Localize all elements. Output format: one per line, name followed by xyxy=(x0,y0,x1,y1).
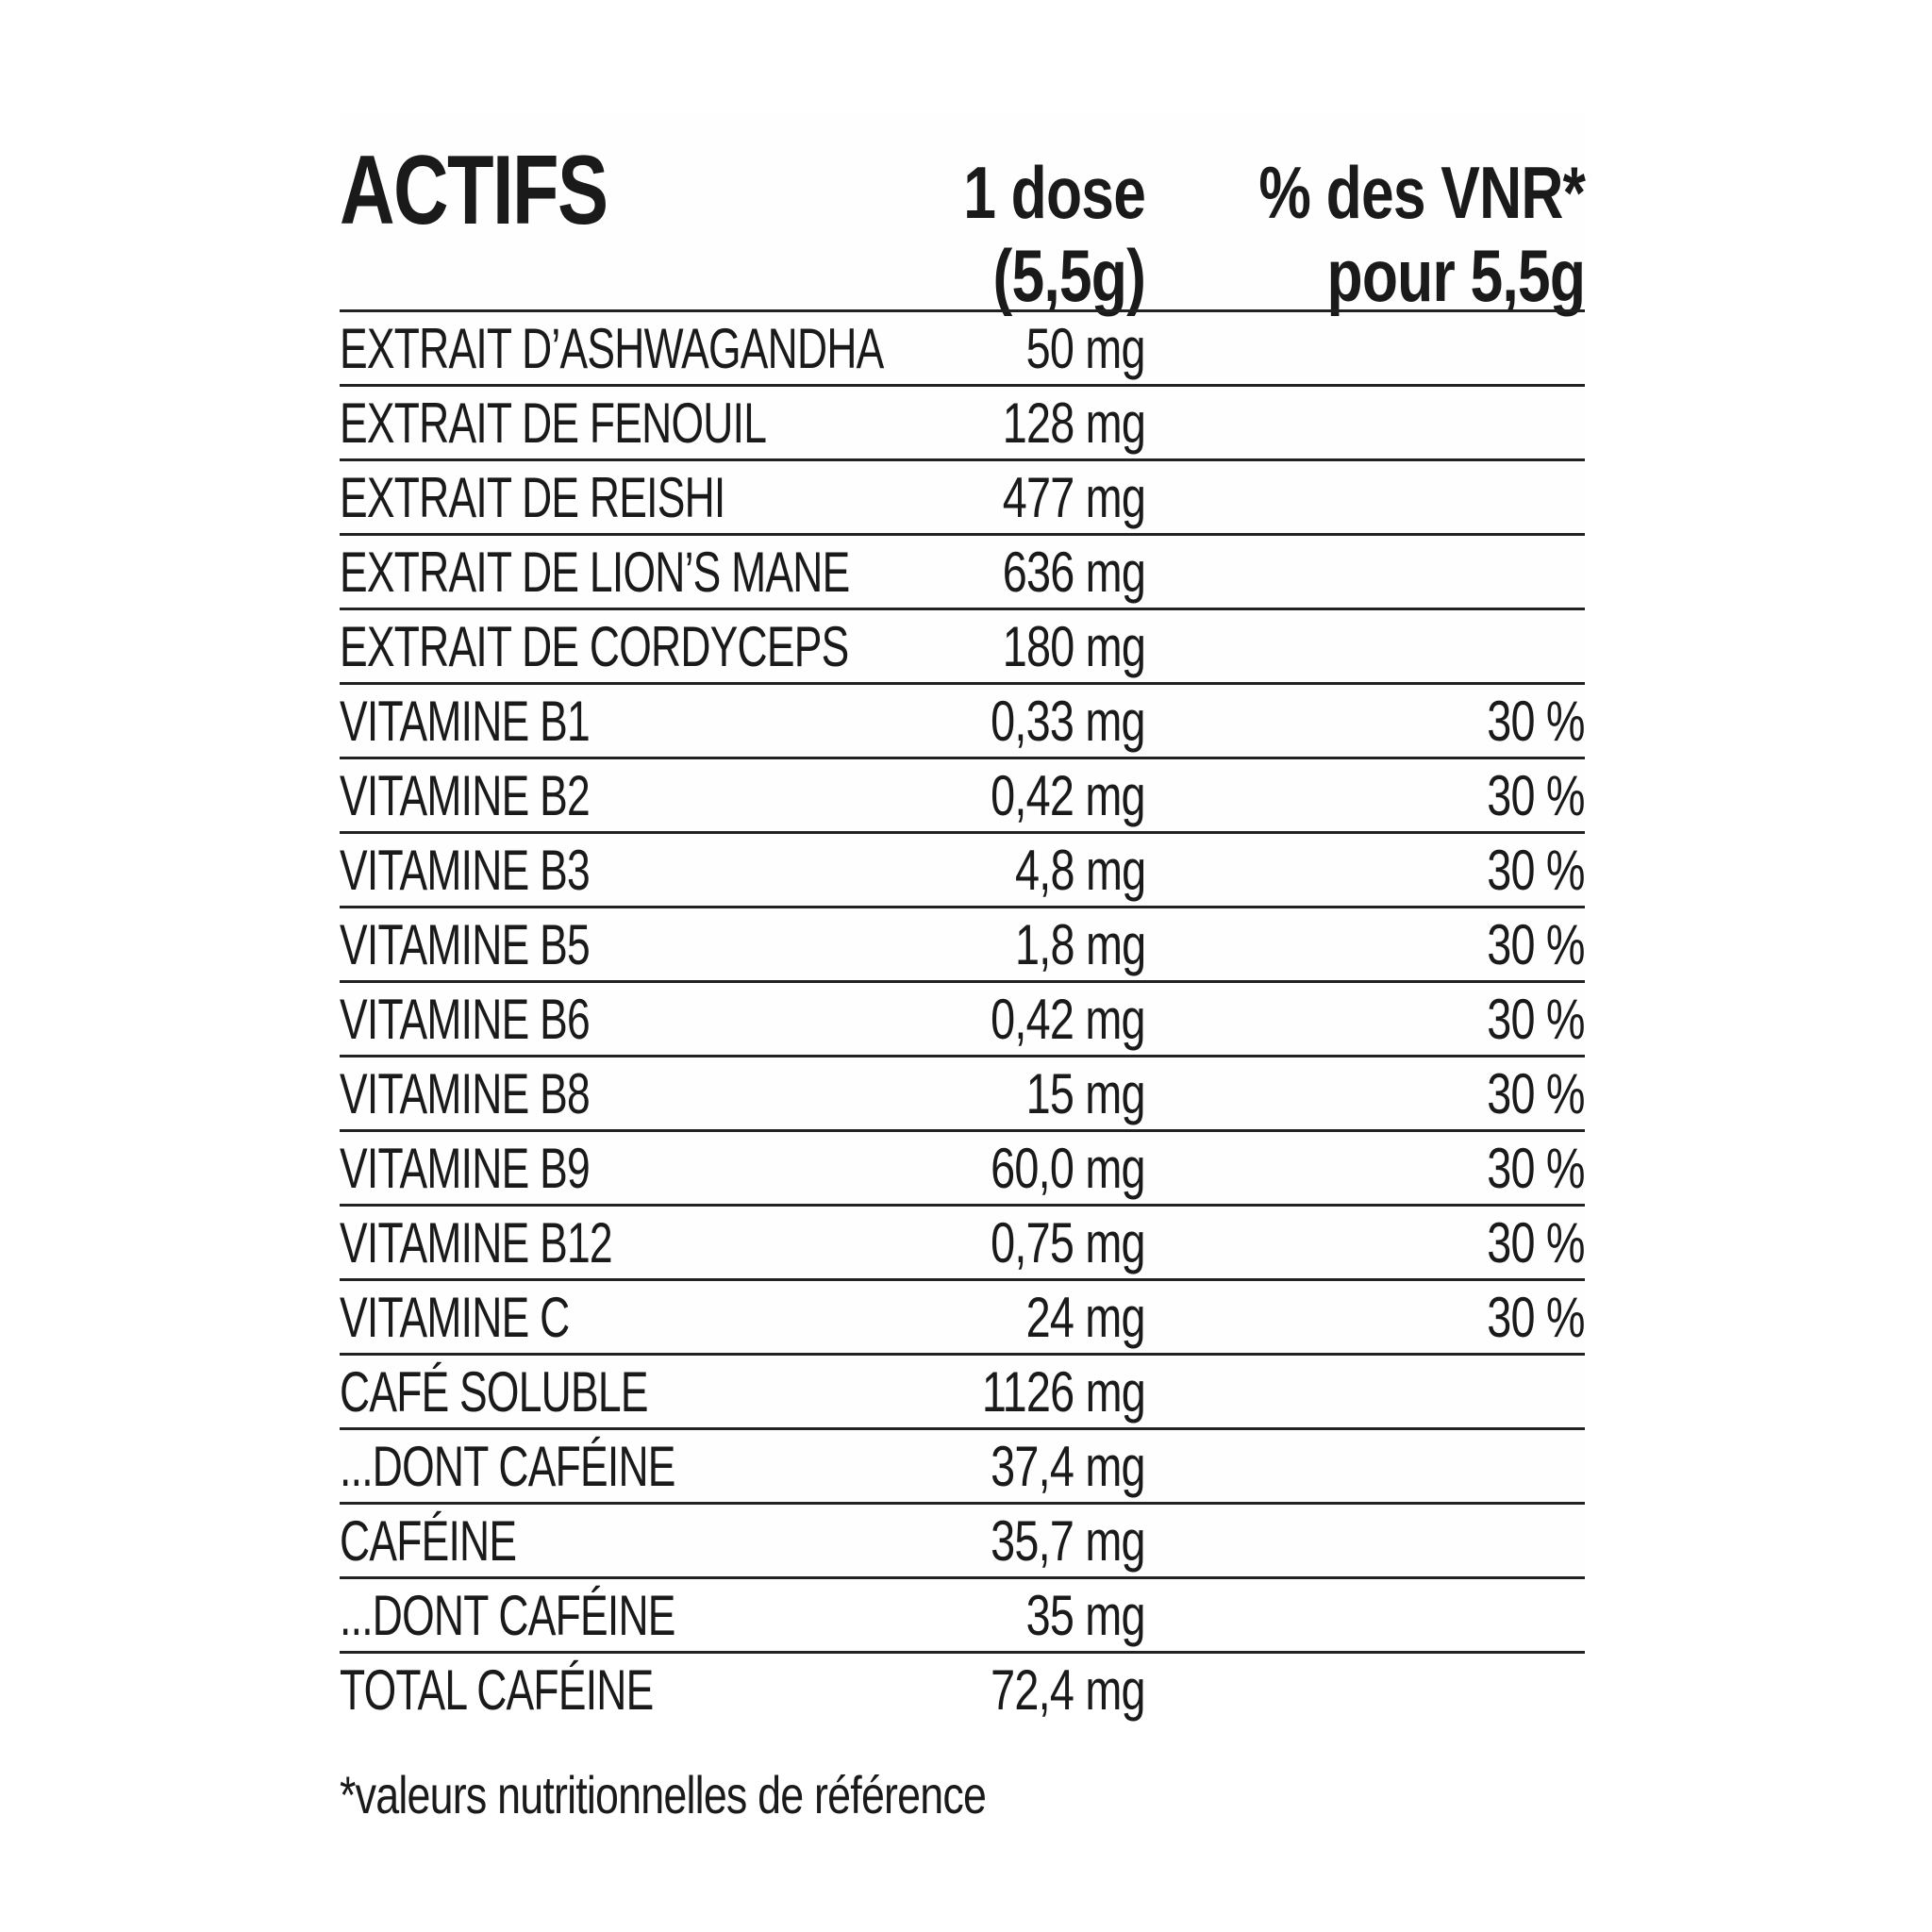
dose-value: 15 mg xyxy=(1025,1062,1145,1125)
vnr-percent: 30 % xyxy=(1487,1211,1585,1274)
dose-value: 37,4 mg xyxy=(991,1435,1145,1498)
ingredient-name: EXTRAIT D’ASHWAGANDHA xyxy=(340,317,884,380)
dose-value: 0,42 mg xyxy=(991,764,1145,827)
vnr-percent: 30 % xyxy=(1487,1137,1585,1200)
ingredient-name: VITAMINE C xyxy=(340,1286,570,1349)
vnr-percent: 30 % xyxy=(1487,1062,1585,1125)
table-row xyxy=(340,1576,1585,1651)
ingredient-name: EXTRAIT DE LION’S MANE xyxy=(340,541,850,604)
table-row xyxy=(340,458,1585,533)
ingredient-name: EXTRAIT DE REISHI xyxy=(340,466,725,529)
ingredient-name: VITAMINE B5 xyxy=(340,913,590,976)
footnote: *valeurs nutritionnelles de référence xyxy=(340,1765,987,1824)
ingredient-name: EXTRAIT DE CORDYCEPS xyxy=(340,615,849,678)
dose-value: 1,8 mg xyxy=(1014,913,1145,976)
vnr-header-line-1: % des VNR* xyxy=(1258,151,1585,234)
ingredient-name: VITAMINE B12 xyxy=(340,1211,612,1274)
table-row xyxy=(340,1129,1585,1204)
table-row xyxy=(340,1353,1585,1427)
dose-value: 180 mg xyxy=(1002,615,1145,678)
ingredient-name: ...DONT CAFÉINE xyxy=(340,1584,675,1647)
ingredient-name: VITAMINE B6 xyxy=(340,988,590,1051)
dose-value: 60,0 mg xyxy=(991,1137,1145,1200)
vnr-percent: 30 % xyxy=(1487,764,1585,827)
ingredient-name: CAFÉINE xyxy=(340,1509,517,1573)
table-row xyxy=(340,980,1585,1055)
ingredient-name: CAFÉ SOLUBLE xyxy=(340,1360,648,1424)
dose-header-line-2: (5,5g) xyxy=(992,234,1145,317)
table-row xyxy=(340,1204,1585,1278)
table-row xyxy=(340,1502,1585,1576)
dose-value: 24 mg xyxy=(1025,1286,1145,1349)
vnr-percent: 30 % xyxy=(1487,988,1585,1051)
ingredient-name: VITAMINE B3 xyxy=(340,839,590,902)
dose-value: 35 mg xyxy=(1025,1584,1145,1647)
table-row xyxy=(340,608,1585,682)
dose-value: 4,8 mg xyxy=(1014,839,1145,902)
ingredient-name: VITAMINE B2 xyxy=(340,764,590,827)
dose-value: 477 mg xyxy=(1002,466,1145,529)
ingredient-name: ...DONT CAFÉINE xyxy=(340,1435,675,1498)
dose-value: 50 mg xyxy=(1025,317,1145,380)
table-row xyxy=(340,384,1585,458)
table-row xyxy=(340,309,1585,384)
vnr-percent: 30 % xyxy=(1487,913,1585,976)
table-body xyxy=(340,309,1585,1725)
dose-value: 1126 mg xyxy=(981,1360,1145,1424)
dose-value: 35,7 mg xyxy=(991,1509,1145,1573)
dose-value: 0,33 mg xyxy=(991,690,1145,753)
dose-value: 72,4 mg xyxy=(991,1658,1145,1722)
vnr-column-header xyxy=(1258,151,1585,317)
nutrition-table-panel xyxy=(340,113,1585,1824)
table-row xyxy=(340,533,1585,608)
table-title: ACTIFS xyxy=(340,136,608,245)
table-row xyxy=(340,1427,1585,1502)
table-row xyxy=(340,831,1585,906)
table-row xyxy=(340,1055,1585,1129)
vnr-percent: 30 % xyxy=(1487,839,1585,902)
vnr-percent: 30 % xyxy=(1487,1286,1585,1349)
table-row xyxy=(340,906,1585,980)
dose-column-header xyxy=(963,151,1145,317)
ingredient-name: TOTAL CAFÉINE xyxy=(340,1658,654,1722)
ingredient-name: VITAMINE B1 xyxy=(340,690,590,753)
table-row xyxy=(340,1278,1585,1353)
dose-value: 636 mg xyxy=(1002,541,1145,604)
vnr-percent: 30 % xyxy=(1487,690,1585,753)
table-row xyxy=(340,757,1585,831)
table-row xyxy=(340,1651,1585,1725)
vnr-header-line-2: pour 5,5g xyxy=(1326,234,1585,317)
ingredient-name: EXTRAIT DE FENOUIL xyxy=(340,391,767,455)
dose-value: 0,42 mg xyxy=(991,988,1145,1051)
dose-value: 0,75 mg xyxy=(991,1211,1145,1274)
dose-header-line-1: 1 dose xyxy=(963,151,1145,234)
table-row xyxy=(340,682,1585,757)
dose-value: 128 mg xyxy=(1002,391,1145,455)
table-header xyxy=(340,132,1585,326)
ingredient-name: VITAMINE B9 xyxy=(340,1137,590,1200)
ingredient-name: VITAMINE B8 xyxy=(340,1062,590,1125)
